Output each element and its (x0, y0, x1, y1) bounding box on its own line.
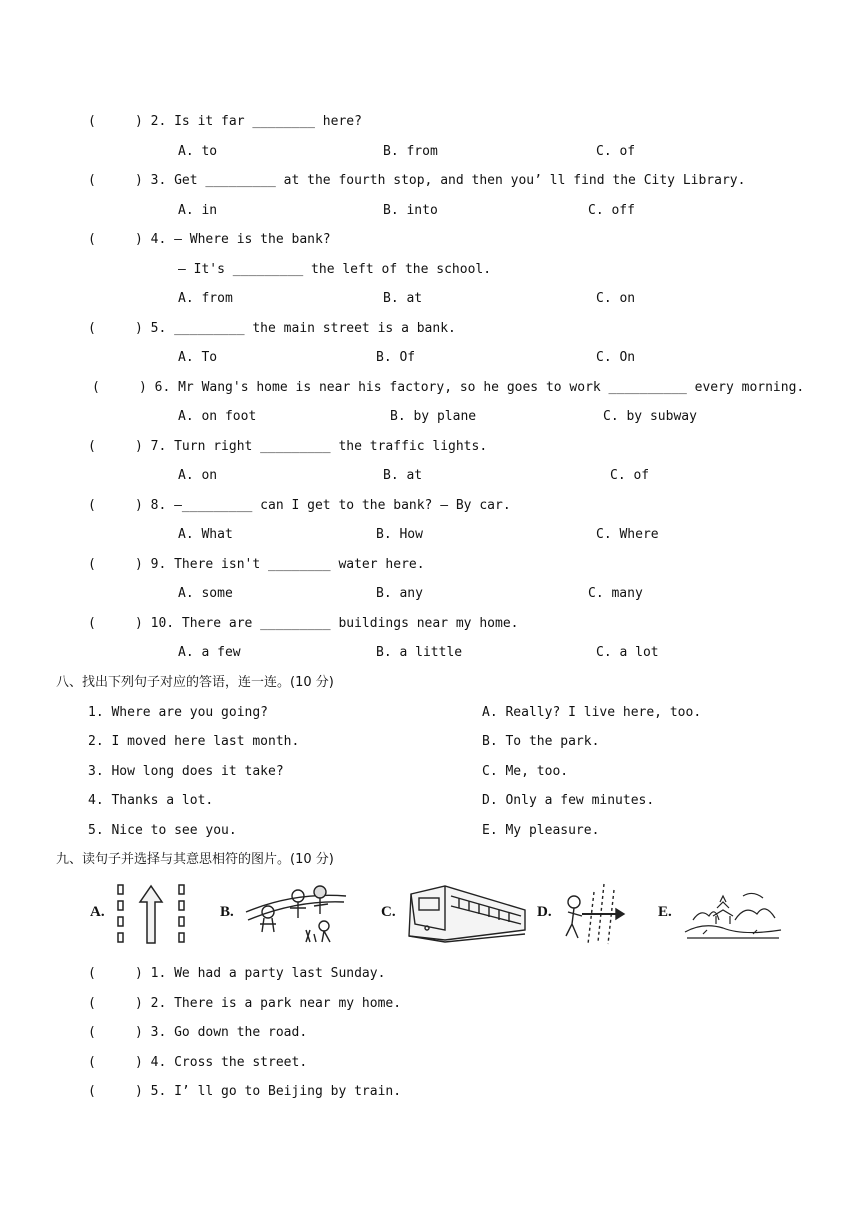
question-3: ( ) 3. Get _________ at the fourth stop, and then you’ ll find the City Library. (88, 173, 746, 188)
picture-label-b: B. (220, 904, 234, 920)
option-c: C. by subway (603, 409, 697, 424)
option-c: C. On (596, 350, 636, 365)
question-7: ( ) 7. Turn right _________ the traffic lights. (88, 439, 488, 454)
option-b: B. any (376, 586, 423, 601)
section-9-title: 九、读句子并选择与其意思相符的图片。(10 分) (56, 852, 334, 867)
option-b: B. Of (376, 350, 416, 365)
option-b: B. at (383, 291, 423, 306)
question-2: ( ) 2. Is it far ________ here? (88, 114, 362, 129)
question-9: ( ) 9. There isn't ________ water here. (88, 557, 425, 572)
picture-label-a: A. (90, 904, 105, 920)
picture-label-c: C. (381, 904, 396, 920)
option-a: A. from (178, 291, 233, 306)
question-10: ( ) 10. There are _________ buildings near my home. (88, 616, 519, 631)
option-a: A. What (178, 527, 233, 542)
picture-label-e: E. (658, 904, 672, 920)
option-c: C. of (610, 468, 650, 483)
question-6: ( ) 6. Mr Wang's home is near his factory, so he goes to work __________ every morning. (92, 380, 805, 395)
option-a: A. a few (178, 645, 241, 660)
picture-sentence-2: ( ) 2. There is a park near my home. (88, 996, 402, 1011)
option-a: A. To (178, 350, 218, 365)
left-sentence-2: 2. I moved here last month. (88, 734, 300, 749)
option-b: B. How (376, 527, 423, 542)
section-8-title: 八、找出下列句子对应的答语，连一连。(10 分) (56, 675, 334, 690)
option-b: B. at (383, 468, 423, 483)
question-4: ( ) 4. — Where is the bank? (88, 232, 331, 247)
option-b: B. a little (376, 645, 463, 660)
option-b: B. into (383, 203, 438, 218)
option-a: A. on foot (178, 409, 257, 424)
question-8: ( ) 8. —_________ can I get to the bank? — By car. (88, 498, 511, 513)
option-c: C. on (596, 291, 636, 306)
right-answer-d: D. Only a few minutes. (482, 793, 655, 808)
party-kids-icon (244, 882, 349, 946)
option-b: B. by plane (390, 409, 477, 424)
left-sentence-5: 5. Nice to see you. (88, 823, 237, 838)
picture-sentence-5: ( ) 5. I’ ll go to Beijing by train. (88, 1084, 402, 1099)
left-sentence-3: 3. How long does it take? (88, 764, 284, 779)
option-a: A. on (178, 468, 218, 483)
option-c: C. Where (596, 527, 659, 542)
left-sentence-1: 1. Where are you going? (88, 705, 269, 720)
option-c: C. off (588, 203, 635, 218)
train-icon (405, 880, 531, 946)
option-c: C. a lot (596, 645, 659, 660)
left-sentence-4: 4. Thanks a lot. (88, 793, 214, 808)
option-c: C. of (596, 144, 636, 159)
picture-sentence-1: ( ) 1. We had a party last Sunday. (88, 966, 386, 981)
right-answer-e: E. My pleasure. (482, 823, 600, 838)
option-a: A. to (178, 144, 218, 159)
right-answer-b: B. To the park. (482, 734, 600, 749)
picture-sentence-4: ( ) 4. Cross the street. (88, 1055, 308, 1070)
picture-label-d: D. (537, 904, 552, 920)
question-5: ( ) 5. _________ the main street is a bank. (88, 321, 456, 336)
picture-sentence-3: ( ) 3. Go down the road. (88, 1025, 308, 1040)
road-arrow-icon (112, 882, 192, 946)
option-a: A. in (178, 203, 218, 218)
right-answer-c: C. Me, too. (482, 764, 569, 779)
option-a: A. some (178, 586, 233, 601)
option-b: B. from (383, 144, 438, 159)
question-4-reply: — It's _________ the left of the school. (178, 262, 492, 277)
park-landscape-icon (683, 880, 783, 944)
right-answer-a: A. Really? I live here, too. (482, 705, 702, 720)
option-c: C. many (588, 586, 643, 601)
cross-street-icon (560, 880, 628, 946)
